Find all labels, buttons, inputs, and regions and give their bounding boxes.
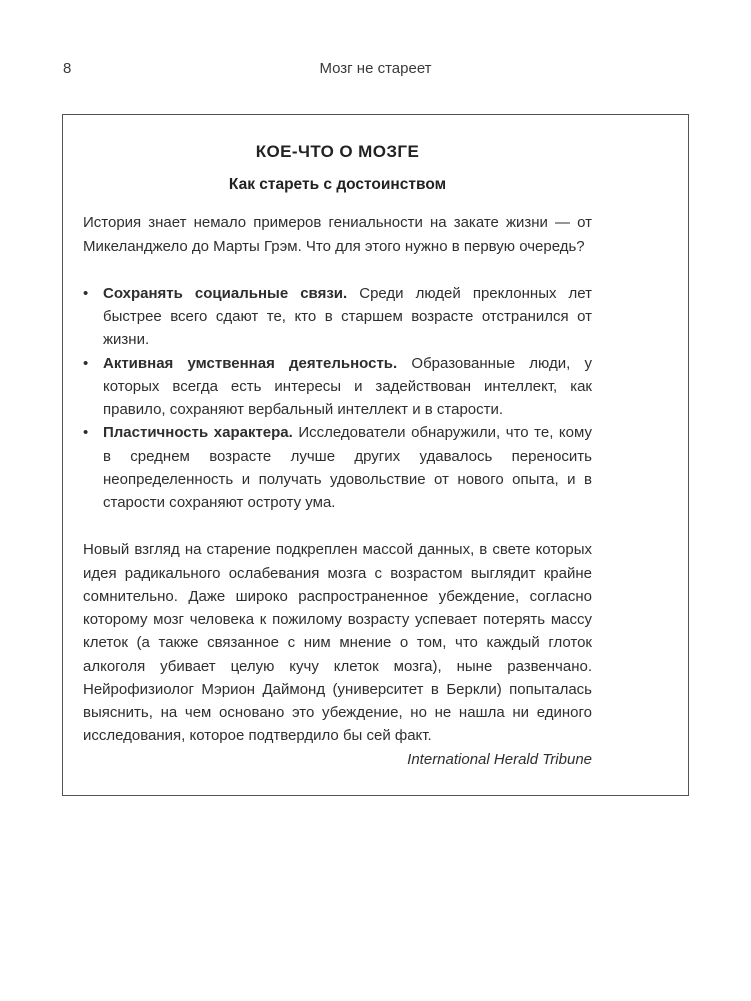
bullet-content bbox=[103, 421, 592, 514]
bullet-lead: Пластичность характера. bbox=[103, 424, 293, 442]
bullet-text: Образованные люди, у которых всегда есть интересы и задействован интеллект, как правило, сохраняют вербальный интеллект и в старости. bbox=[103, 354, 592, 419]
bullet-content bbox=[103, 352, 592, 422]
bullet-content bbox=[103, 282, 592, 352]
running-title: Мозг не стареет bbox=[319, 60, 432, 77]
list-item bbox=[83, 421, 592, 514]
bullet-icon: • bbox=[83, 354, 89, 372]
list-item bbox=[83, 352, 592, 422]
box-title: КОЕ-ЧТО О МОЗГЕ bbox=[255, 142, 420, 161]
bullet-icon: • bbox=[83, 284, 89, 302]
bullet-text: Среди людей преклонных лет быстрее всего сдают те, кто в старшем возрасте отстранился от жизни. bbox=[103, 284, 592, 349]
box-subtitle: Как стареть с достоинством bbox=[228, 176, 447, 194]
bullet-list bbox=[83, 282, 592, 515]
body-paragraph: Новый взгляд на старение подкреплен массой данных, в свете которых идея радикального ослабевания мозга с возрастом выглядит крайне сомнительно. Даже широко распространенное убеждение, согласно которому мозг человека к пожилому возрасту успевает потерять массу клеток (а также связанное с ним мнение о том, что каждый глоток алкоголя убивает целую кучу клеток мозга), ныне развенчано. Нейрофизиолог Мэрион Даймонд (университет в Беркли) попыталась выяснить, на чем основано это убеждение, но не нашла ни единого исследования, которое подтвердило бы сей факт. bbox=[83, 541, 592, 745]
intro-paragraph: История знает немало примеров гениальности на закате жизни — от Микеланджело до Марты Грэм. Что для этого нужно в первую очередь? bbox=[83, 214, 592, 255]
text-box bbox=[62, 114, 689, 796]
page-number: 8 bbox=[63, 60, 72, 77]
bullet-lead: Активная умственная деятельность. bbox=[103, 354, 398, 372]
list-item bbox=[83, 282, 592, 352]
bullet-text: Исследователи обнаружили, что те, кому в среднем возрасте лучше других удавалось переносить неопределенность и получать удовольствие от нового опыта, и в старости сохраняют остроту ума. bbox=[103, 424, 592, 512]
attribution: International Herald Tribune bbox=[407, 750, 592, 768]
bullet-lead: Сохранять социальные связи. bbox=[103, 284, 348, 302]
page-header bbox=[0, 0, 751, 80]
bullet-icon: • bbox=[83, 424, 89, 442]
